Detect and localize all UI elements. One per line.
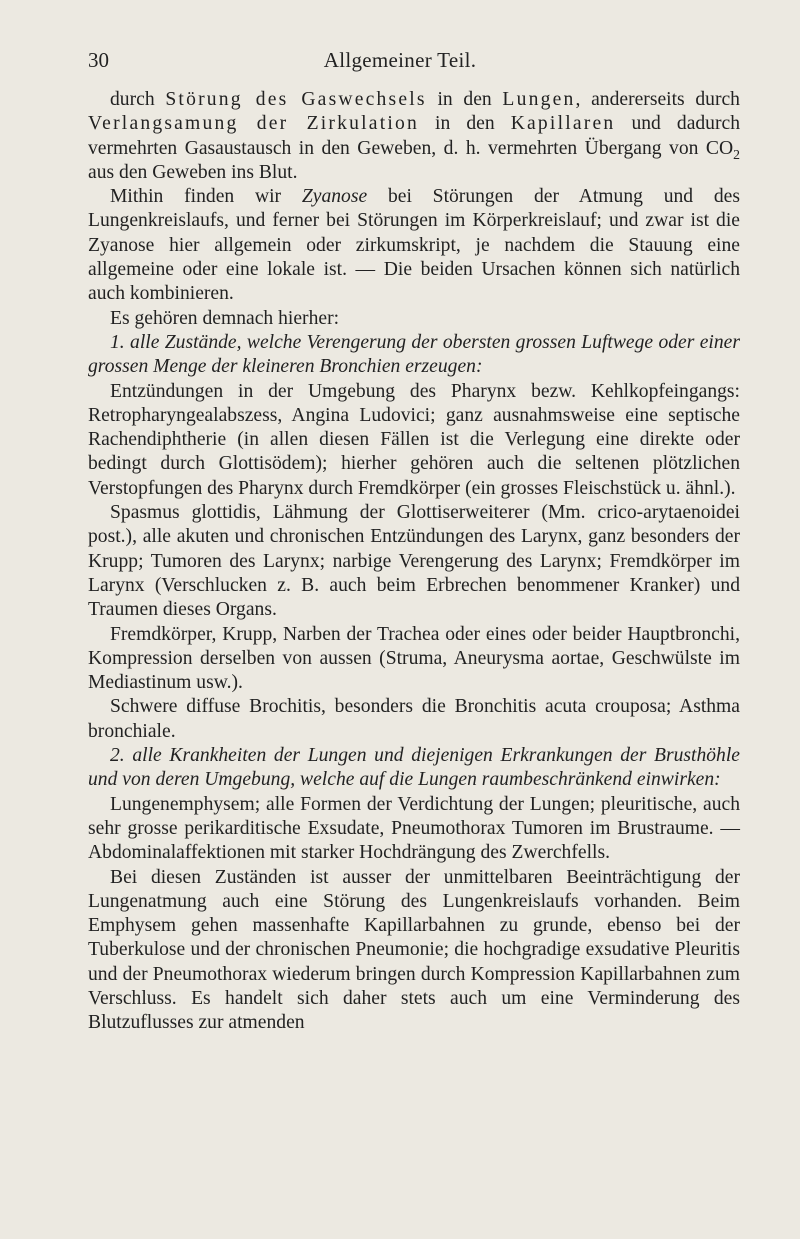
text-run: Bei diesen Zuständen ist ausser der unmittelbaren Beeinträchtigung der Lungenatmung auch eine Störung des Lungenkreislaufs vorhanden. Beim Emphysem gehen massenhafte Kapillarbahnen zu grunde, ebenso bei der Tuberkulose und der chronischen Pneumonie; die hochgradige exsudative Pleuritis und der Pneumothorax wiederum bringen durch Kompression Kapillarbahnen zum Verschluss. Es handelt sich daher stets auch um eine Verminderung des Blutzuflusses zur atmenden xyxy=(88,866,740,1034)
subscript: 2 xyxy=(733,146,740,162)
page-number: 30 xyxy=(88,48,109,72)
paragraph-p4 xyxy=(88,331,740,380)
italic-text: 2. alle Krankheiten der Lungen und diejenigen Erkrankungen der Brusthöhle und von deren Umgebung, welche auf die Lungen raumbeschränkend einwirken: xyxy=(88,745,740,791)
text-run: Es gehören demnach hierher: xyxy=(110,307,340,329)
text-run: Lungenemphysem; alle Formen der Verdichtung der Lungen; pleuritische, auch sehr grosse perikarditische Exsudate, Pneumothorax Tumoren im Brustraume. — Abdominalaffektionen mit starker Hochdrängung des Zwerchfells. xyxy=(88,793,740,864)
running-title: Allgemeiner Teil. xyxy=(323,48,477,72)
italic-text: 1. alle Zustände, welche Verengerung der obersten grossen Luftwege oder einer grossen Menge der kleineren Bronchien erzeugen: xyxy=(88,331,740,378)
spaced-text: Störung des Gaswechsels xyxy=(165,89,427,110)
text-run: Schwere diffuse Brochitis, besonders die Bronchitis acuta crouposa; Asthma bronchiale. xyxy=(88,696,740,742)
paragraph-p7 xyxy=(88,623,740,696)
text-run: bei Störungen der Atmung und des Lungenkreislaufs, und ferner bei Störungen im Körperkreislauf; und zwar ist die Zyanose hier allgemein oder zirkumskript, je nachdem die Stauung eine allgemeine oder eine lokale ist. — Die beiden Ursachen können sich natürlich auch kombinieren. xyxy=(88,186,740,305)
paragraph-p3 xyxy=(88,307,740,331)
paragraph-p9 xyxy=(88,744,740,793)
italic-text: Zyanose xyxy=(301,186,368,208)
paragraph-p8 xyxy=(88,695,740,744)
paragraph-p2 xyxy=(88,185,740,306)
spaced-text: Verlangsamung der Zirkulation xyxy=(88,113,419,135)
paragraph-p6 xyxy=(88,501,740,622)
text-run: in den xyxy=(418,113,511,135)
text-run: in den xyxy=(426,89,503,110)
text-run: durch xyxy=(110,89,166,110)
text-run: Entzündungen in der Umgebung des Pharynx bezw. Kehlkopfeingangs: Retropharyngealabszess, Angina Ludovici; ganz ausnahmsweise eine septische Rachendiphtherie (in allen diesen Fällen ist die Verlegung eine direkte oder bedingt durch Glottisödem); hierher gehören auch die seltenen plötzlichen Verstopfungen des Pharynx durch Fremdkörper (ein grosses Fleischstück u. ähnl.). xyxy=(88,380,740,499)
text-run: und dadurch vermehrten Gasaustausch in den Geweben, d. h. vermehrten Übergang von CO xyxy=(88,113,741,159)
spaced-text: Lungen xyxy=(502,89,576,110)
page-header xyxy=(0,48,800,78)
paragraph-p11 xyxy=(88,866,740,1036)
text-run: aus den Geweben ins Blut. xyxy=(88,161,298,183)
text-run: Spasmus glottidis, Lähmung der Glottiserweiterer (Mm. crico-arytaenoidei post.), alle akuten und chronischen Entzündungen des Larynx, ganz besonders der Krupp; Tumoren des Larynx; narbige Verengerung des Larynx; Fremdkörper im Larynx (Verschlucken z. B. auch beim Erbrechen benommener Kranker) und Traumen dieses Organs. xyxy=(88,502,740,621)
text-run: Mithin finden wir xyxy=(110,186,302,208)
paragraph-p1 xyxy=(88,88,740,185)
spaced-text: Kapillaren xyxy=(510,113,616,135)
text-run: Fremdkörper, Krupp, Narben der Trachea oder eines oder beider Hauptbronchi, Kompression derselben von aussen (Struma, Aneurysma aortae, Geschwülste im Mediastinum usw.). xyxy=(88,623,740,694)
paragraph-p5 xyxy=(88,380,740,501)
text-run: , andererseits durch xyxy=(575,89,740,110)
paragraph-p10 xyxy=(88,793,740,866)
body-text xyxy=(88,88,740,1036)
